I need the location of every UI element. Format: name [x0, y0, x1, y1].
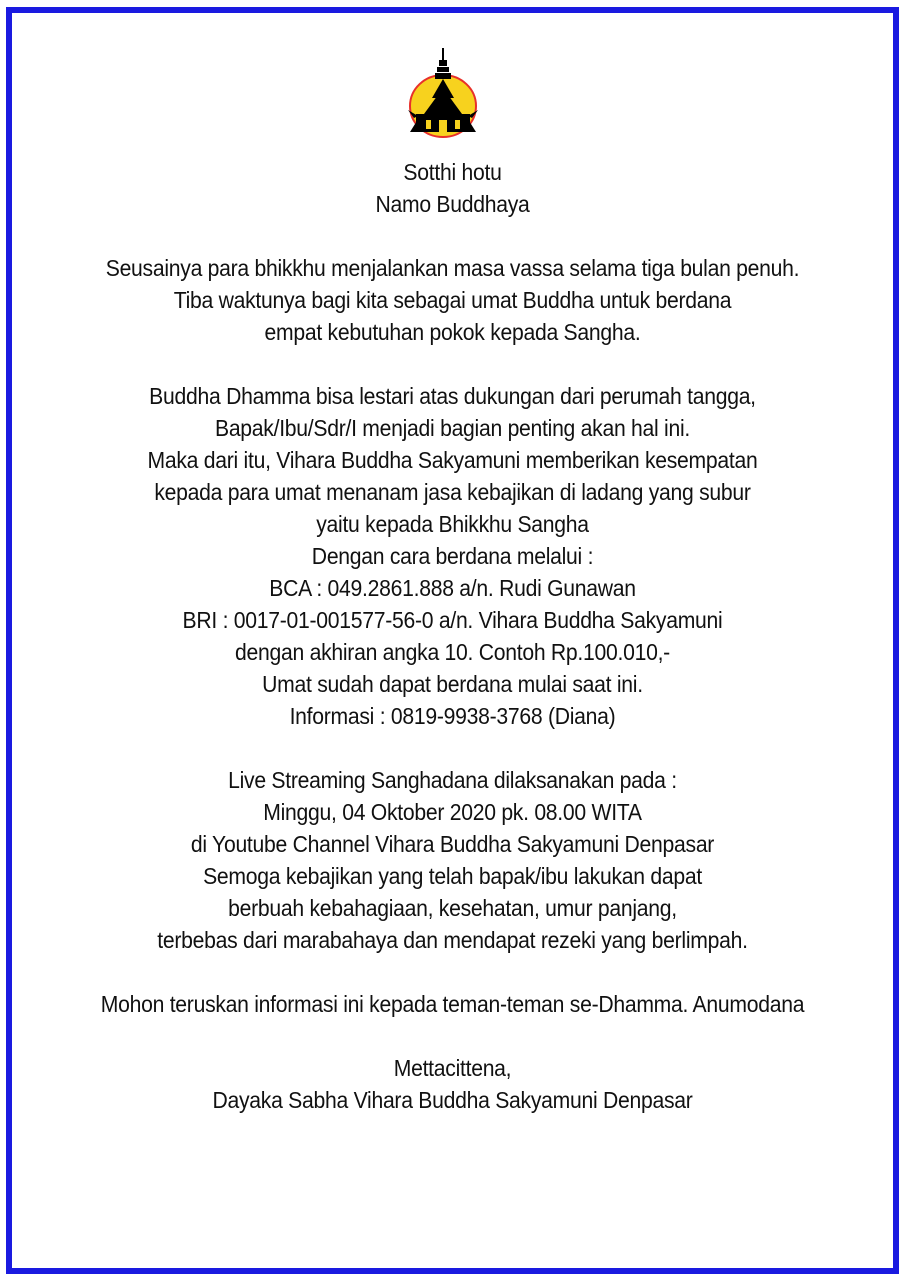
body-line: dengan akhiran angka 10. Contoh Rp.100.010,- [235, 639, 670, 665]
body-line: Bapak/Ibu/Sdr/I menjadi bagian penting akan hal ini. [214, 415, 691, 441]
body-line: Live Streaming Sanghadana dilaksanakan pada : [228, 767, 677, 793]
bri-account-line: BRI : 0017-01-001577-56-0 a/n. Vihara Buddha Sakyamuni [182, 607, 723, 633]
body-line: kepada para umat menanam jasa kebajikan di ladang yang subur [154, 479, 751, 505]
body-line: Buddha Dhamma bisa lestari atas dukungan dari perumah tangga, [149, 383, 756, 409]
body-line: terbebas dari marabahaya dan mendapat rezeki yang berlimpah. [157, 927, 748, 953]
signature-line: Mettacittena, [393, 1055, 512, 1081]
body-line: di Youtube Channel Vihara Buddha Sakyamuni Denpasar [190, 831, 715, 857]
body-line: Maka dari itu, Vihara Buddha Sakyamuni memberikan kesempatan [147, 447, 758, 473]
body-line: Semoga kebajikan yang telah bapak/ibu lakukan dapat [203, 863, 702, 889]
body-line: Umat sudah dapat berdana mulai saat ini. [262, 671, 643, 697]
letter-body [36, 156, 869, 1116]
body-line: Dengan cara berdana melalui : [311, 543, 594, 569]
body-line: berbuah kebahagiaan, kesehatan, umur panjang, [228, 895, 677, 921]
body-line: Tiba waktunya bagi kita sebagai umat Buddha untuk berdana [173, 287, 732, 313]
body-line: Mohon teruskan informasi ini kepada teman-teman se-Dhamma. Anumodana [100, 991, 805, 1017]
bca-account-line: BCA : 049.2861.888 a/n. Rudi Gunawan [269, 575, 636, 601]
body-line: empat kebutuhan pokok kepada Sangha. [264, 319, 641, 345]
event-date-line: Minggu, 04 Oktober 2020 pk. 08.00 WITA [263, 799, 642, 825]
temple-pagoda-icon [406, 46, 480, 142]
contact-line: Informasi : 0819-9938-3768 (Diana) [289, 703, 616, 729]
greeting-line: Sotthi hotu [403, 159, 502, 185]
body-line: yaitu kepada Bhikkhu Sangha [316, 511, 589, 537]
body-line: Seusainya para bhikkhu menjalankan masa vassa selama tiga bulan penuh. [105, 255, 800, 281]
signature-line: Dayaka Sabha Vihara Buddha Sakyamuni Denpasar [212, 1087, 693, 1113]
greeting-line: Namo Buddhaya [375, 191, 530, 217]
